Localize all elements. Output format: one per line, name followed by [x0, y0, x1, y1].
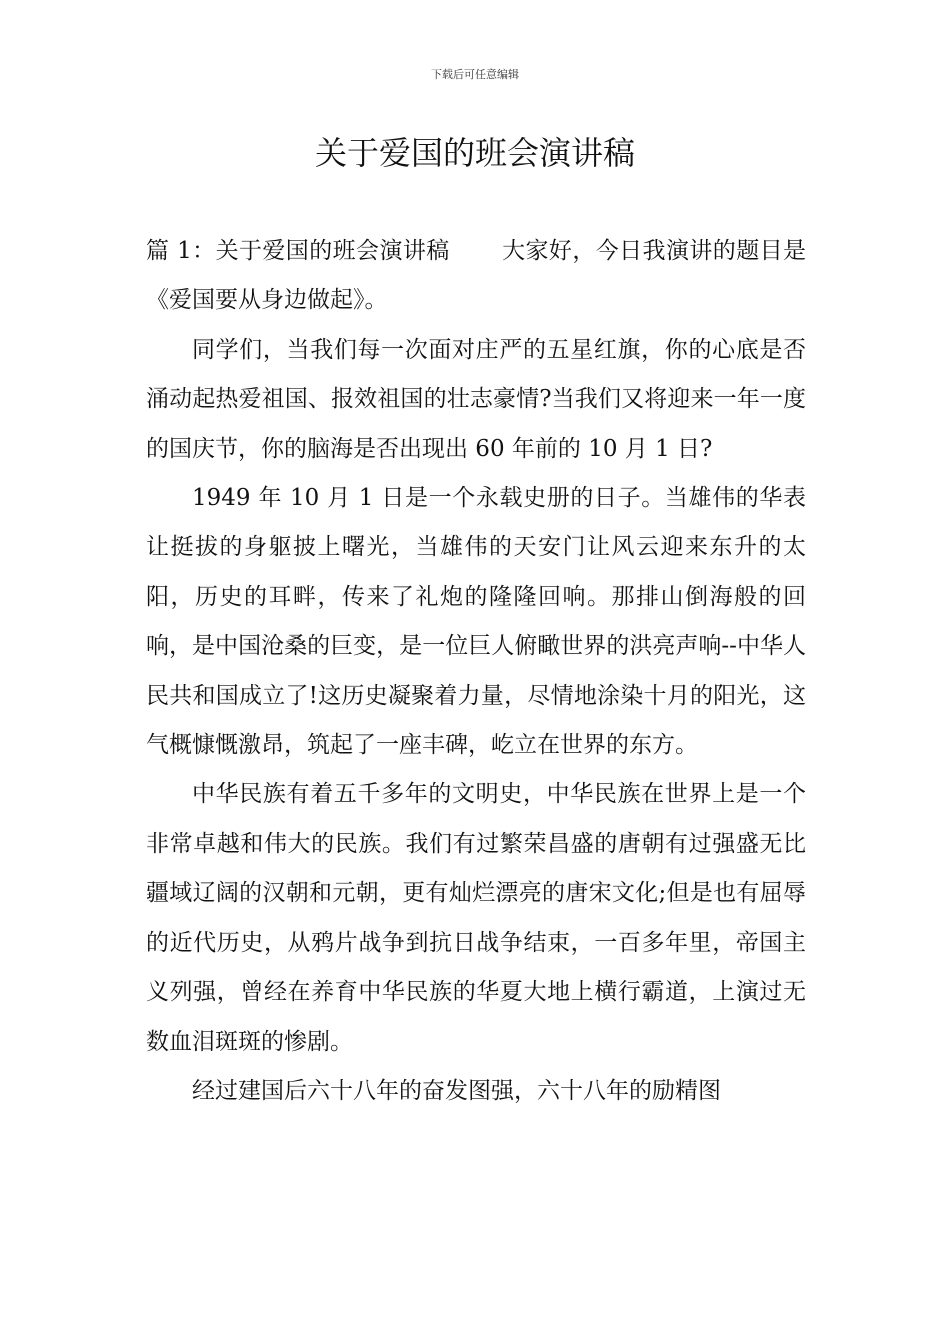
paragraph: 1949 年 10 月 1 日是一个永载史册的日子。当雄伟的华表让挺拔的身躯披上曙光，当雄伟的天安门让风云迎来东升的太阳，历史的耳畔，传来了礼炮的隆隆回响。那排山倒海般的回响，是中国沧桑的巨变，是一位巨人俯瞰世界的洪亮声响--中华人民共和国成立了!这历史凝聚着力量，尽情地涂染十月的阳光，这气概慷慨激昂，筑起了一座丰碑，屹立在世界的东方。 [146, 485, 806, 759]
document-body [146, 227, 806, 1116]
intro-text: 大家好，今日我演讲的题目是《爱国要从身边做起》。 [146, 238, 807, 314]
section-label: 篇 1：关于爱国的班会演讲稿 [146, 238, 450, 264]
paragraph: 经过建国后六十八年的奋发图强，六十八年的励精图 [192, 1077, 721, 1104]
intro-paragraph [146, 227, 806, 326]
document-title: 关于爱国的班会演讲稿 [314, 134, 635, 172]
paragraph: 中华民族有着五千多年的文明史，中华民族在世界上是一个非常卓越和伟大的民族。我们有过繁荣昌盛的唐朝有过强盛无比疆域辽阔的汉朝和元朝，更有灿烂漂亮的唐宋文化;但是也有屈辱的近代历史，从鸦片战争到抗日战争结束，一百多年里，帝国主义列强，曾经在养育中华民族的华夏大地上横行霸道，上演过无数血泪斑斑的惨剧。 [146, 781, 806, 1055]
header-note: 下载后可任意编辑 [431, 68, 519, 81]
paragraph: 同学们，当我们每一次面对庄严的五星红旗，你的心底是否涌动起热爱祖国、报效祖国的壮志豪情?当我们又将迎来一年一度的国庆节，你的脑海是否出现出 60 年前的 10 月 1 日? [146, 336, 806, 462]
